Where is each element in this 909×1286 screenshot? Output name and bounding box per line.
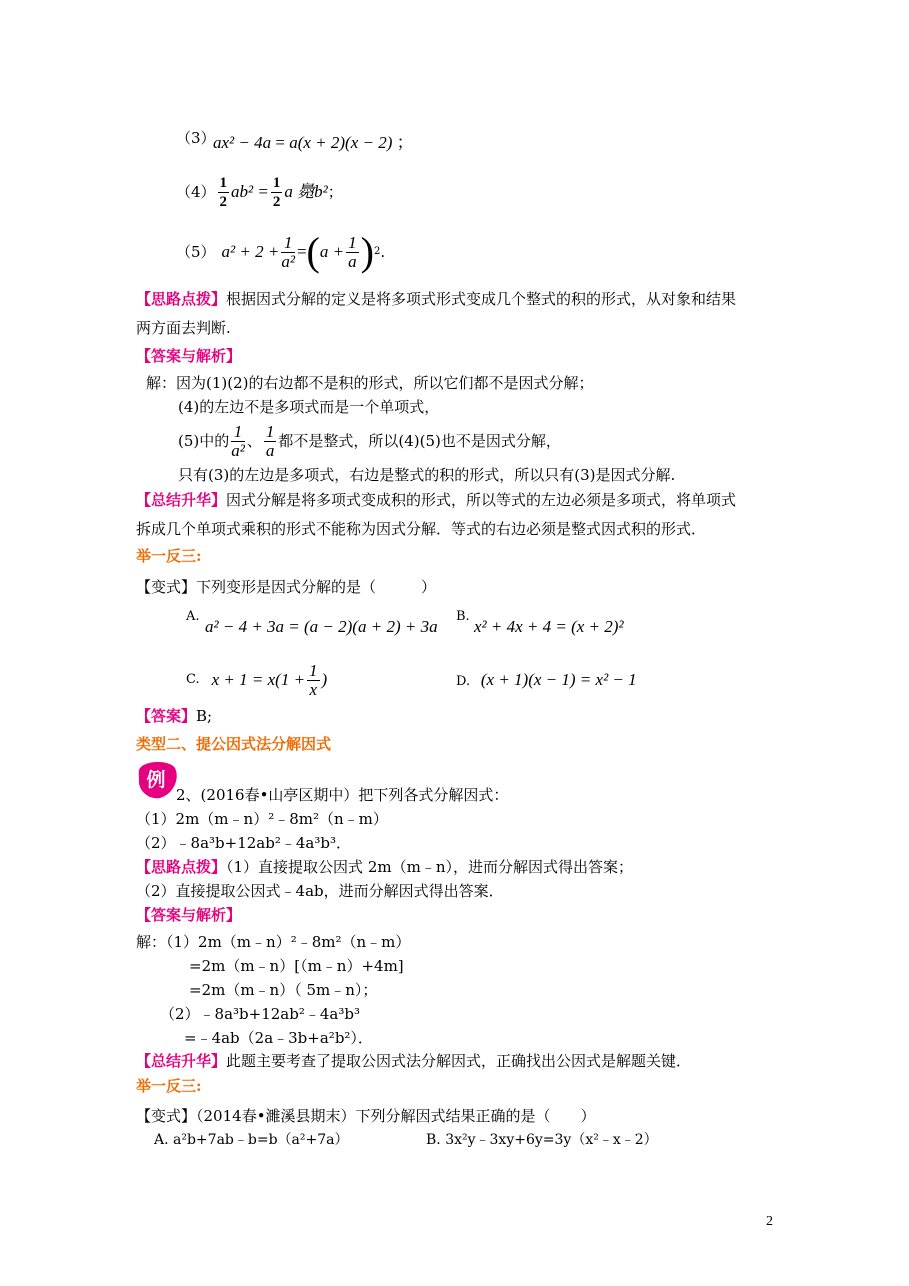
solution-line-4: 只有(3)的左边是多项式，右边是整式的积的形式，所以只有(3)是因式分解. bbox=[178, 466, 676, 484]
item-4-label: （4） bbox=[176, 183, 216, 201]
example-badge-text: 例 bbox=[146, 769, 166, 791]
item-5-inner: a + bbox=[319, 242, 345, 261]
item-5-eq: = bbox=[296, 242, 307, 261]
option-d-label: D. bbox=[456, 674, 471, 689]
hint-2-line-1: 【思路点拨】（1）直接提取公因式 2m（m﹣n），进而分解因式得出答案； bbox=[136, 858, 633, 876]
practice-heading-2: 举一反三: bbox=[136, 1077, 202, 1095]
summary-line-1: 【总结升华】因式分解是将多项式变成积的形式，所以等式的左边必须是多项式，将单项式 bbox=[136, 491, 737, 509]
section-2-heading: 类型二、提公因式法分解因式 bbox=[136, 735, 332, 753]
variant-2-option-b: B. 3x²y﹣3xy+6y=3y（x²﹣x﹣2） bbox=[426, 1132, 658, 1148]
item-5-lhs: a² + 2 + bbox=[221, 242, 280, 261]
problem-2: 2、(2016春•山亭区期中）把下列各式分解因式： bbox=[176, 786, 509, 804]
solution-2-line-4: （2）﹣8a³b+12ab²﹣4a³b³ bbox=[160, 1005, 360, 1023]
hint-2-line-2: （2）直接提取公因式﹣4ab，进而分解因式得出答案． bbox=[136, 882, 504, 900]
solution-frac-2: $\frac{1}{a}$ bbox=[265, 421, 275, 460]
solution-line-3: (5)中的 $\frac{1}{\text{a²}}$ 、 $\frac{1}{a}$ 都不是整式，所以(4)(5)也不是因式分解， bbox=[178, 421, 561, 460]
option-c: C. x + 1 = x(1 + $\frac{1}{x}$ ) bbox=[186, 660, 328, 699]
option-c-frac: $\frac{1}{x}$ bbox=[309, 660, 318, 699]
item-4 bbox=[176, 168, 343, 216]
page-number: 2 bbox=[766, 1214, 773, 1229]
option-b: x² + 4x + 4 = (x + 2)² bbox=[474, 617, 624, 636]
solution-2-line-1: 解：（1）2m（m﹣n）²﹣8m²（n﹣m） bbox=[136, 933, 411, 951]
item-5-label: （5） bbox=[176, 243, 216, 261]
hint-tag: 【思路点拨】 bbox=[136, 290, 227, 308]
summary-2: 【总结升华】此题主要考查了提取公因式法分解因式，正确找出公因式是解题关键． bbox=[136, 1052, 692, 1070]
item-5-frac-1: $\frac{1}{\text{a²}}$ bbox=[281, 232, 295, 271]
item-4-mid: ab² = bbox=[231, 182, 269, 201]
answer-tag-1: 【答案与解析】 bbox=[136, 347, 242, 365]
solution-2-line-2: =2m（m﹣n）[（m﹣n）+4m] bbox=[189, 957, 404, 975]
option-a-label: A. bbox=[186, 609, 200, 624]
item-4-tail: a 䳃b² bbox=[284, 182, 328, 201]
item-5: （5） a² + 2 + $\frac{1}{\text{a²}}$ = ( a + $\frac{1}{a}$ ) 2 . bbox=[176, 229, 386, 274]
item-4-end: ； bbox=[327, 183, 343, 201]
item-4-frac-2: $\frac{1}{2}$ bbox=[272, 174, 281, 210]
option-d: D. (x + 1)(x − 1) = x² − 1 bbox=[456, 670, 637, 689]
hint-line-2: 两方面去判断. bbox=[136, 319, 231, 337]
option-c-label: C. bbox=[186, 672, 200, 687]
solution-frac-1: $\frac{1}{\text{a²}}$ bbox=[231, 421, 245, 460]
item-5-end: . bbox=[380, 243, 386, 261]
problem-2-part-2: （2）﹣8a³b+12ab²﹣4a³b³． bbox=[136, 834, 351, 852]
solution-line-1: 解：因为(1)(2)的右边都不是积的形式，所以它们都不是因式分解； bbox=[146, 374, 594, 392]
item-3-formula: ax² − 4a = a(x + 2)(x − 2) ； bbox=[213, 133, 414, 152]
item-3-rhs: a(x + 2)(x − 2) bbox=[289, 133, 393, 152]
solution-2-line-3: =2m（m﹣n）（ 5m﹣n）； bbox=[189, 981, 378, 999]
item-3 bbox=[176, 128, 216, 148]
hint-line-1 bbox=[136, 289, 736, 309]
answer-tag-2: 【答案与解析】 bbox=[136, 906, 242, 924]
variant-1: 【变式】下列变形是因式分解的是（ ） bbox=[136, 578, 437, 596]
answer-1: 【答案】B; bbox=[136, 707, 213, 725]
solution-line-2: (4)的左边不是多项式而是一个单项式， bbox=[178, 398, 440, 416]
variant-2-option-a: A. a²b+7ab﹣b=b（a²+7a） bbox=[154, 1132, 349, 1148]
summary-line-2: 拆成几个单项式乘积的形式不能称为因式分解．等式的右边必须是整式因式积的形式． bbox=[136, 520, 707, 538]
example-badge-icon bbox=[136, 760, 178, 800]
item-3-end: ； bbox=[396, 133, 414, 152]
option-a: a² − 4 + 3a = (a − 2)(a + 2) + 3a bbox=[205, 617, 438, 636]
item-5-frac-2: $\frac{1}{a}$ bbox=[348, 232, 357, 271]
problem-2-part-1: （1）2m（m﹣n）²﹣8m²（n﹣m） bbox=[136, 810, 388, 828]
option-b-label: B. bbox=[456, 609, 470, 624]
hint-text-1: 根据因式分解的定义是将多项式形式变成几个整式的积的形式，从对象和结果 bbox=[226, 290, 737, 308]
solution-2-line-5: =﹣4ab（2a﹣3b+a²b²）． bbox=[184, 1029, 373, 1047]
practice-heading-1: 举一反三: bbox=[136, 547, 202, 565]
item-3-label: （3） bbox=[176, 129, 216, 147]
variant-2: 【变式】（2014春•濉溪县期末）下列分解因式结果正确的是（ ） bbox=[136, 1107, 596, 1125]
item-4-frac-1: $\frac{1}{2}$ bbox=[219, 174, 228, 210]
item-3-lhs: ax² − 4a bbox=[213, 133, 272, 152]
